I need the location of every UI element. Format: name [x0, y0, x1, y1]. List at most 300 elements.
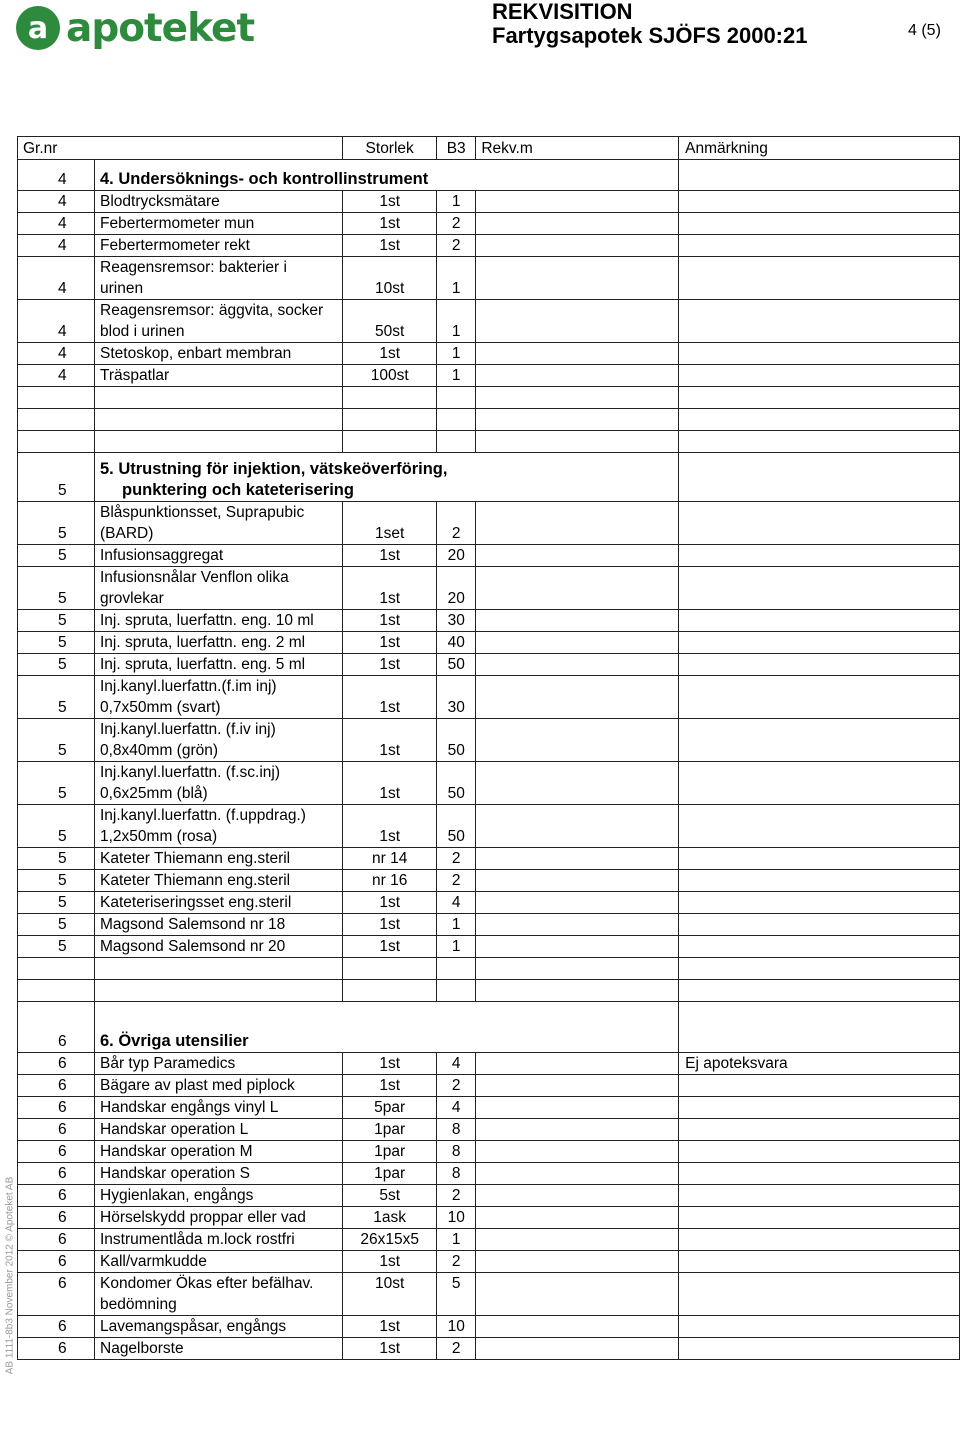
item-row	[18, 257, 960, 300]
item-b3-quantity: 1	[437, 914, 476, 936]
item-name: Hygienlakan, engångs	[95, 1185, 343, 1207]
note-cell	[679, 1002, 960, 1053]
item-b3-quantity: 20	[437, 567, 476, 610]
item-b3-quantity: 2	[437, 502, 476, 545]
group-number: 5	[18, 567, 95, 610]
item-size: 1ask	[343, 1207, 437, 1229]
item-size: 1st	[343, 805, 437, 848]
rekv-quantity-cell	[476, 235, 679, 257]
group-number: 4	[18, 257, 95, 300]
group-number: 6	[18, 1002, 95, 1053]
item-size: 1st	[343, 545, 437, 567]
empty-cell	[343, 958, 437, 980]
group-number: 4	[18, 300, 95, 343]
item-name: Träspatlar	[95, 365, 343, 387]
item-row	[18, 1273, 960, 1316]
empty-row	[18, 958, 960, 980]
item-size: 1st	[343, 610, 437, 632]
item-b3-quantity: 20	[437, 545, 476, 567]
item-size: 1st	[343, 1338, 437, 1360]
item-size: 10st	[343, 1273, 437, 1316]
item-size: 1st	[343, 1053, 437, 1075]
group-number: 6	[18, 1097, 95, 1119]
item-note	[679, 1251, 960, 1273]
item-size: 1st	[343, 235, 437, 257]
empty-row	[18, 980, 960, 1002]
item-name-line-2: bedömning	[100, 1296, 177, 1313]
item-name: Inj. spruta, luerfattn. eng. 5 ml	[95, 654, 343, 676]
item-b3-quantity: 1	[437, 257, 476, 300]
item-note	[679, 343, 960, 365]
rekv-quantity-cell	[476, 1163, 679, 1185]
rekv-quantity-cell	[476, 567, 679, 610]
item-note	[679, 848, 960, 870]
item-note	[679, 191, 960, 213]
empty-cell	[476, 958, 679, 980]
column-header-storlek: Storlek	[343, 137, 437, 160]
section-header-row	[18, 160, 960, 191]
item-name: Infusionsaggregat	[95, 545, 343, 567]
rekv-quantity-cell	[476, 1251, 679, 1273]
empty-cell	[679, 431, 960, 453]
section-title-line-2: punktering och kateterisering	[122, 481, 354, 499]
item-row	[18, 1119, 960, 1141]
document-id-note: AB 1111-8b3 November 2012 © Apoteket AB	[4, 1176, 16, 1375]
item-name	[95, 719, 343, 762]
item-name: Blodtrycksmätare	[95, 191, 343, 213]
item-note	[679, 567, 960, 610]
empty-cell	[476, 431, 679, 453]
item-size: 1st	[343, 1075, 437, 1097]
rekv-quantity-cell	[476, 365, 679, 387]
group-number: 6	[18, 1053, 95, 1075]
item-b3-quantity: 10	[437, 1316, 476, 1338]
empty-cell	[343, 980, 437, 1002]
rekv-quantity-cell	[476, 805, 679, 848]
item-b3-quantity: 1	[437, 1229, 476, 1251]
item-name	[95, 300, 343, 343]
rekv-quantity-cell	[476, 1338, 679, 1360]
item-name: Febertermometer rekt	[95, 235, 343, 257]
item-row	[18, 870, 960, 892]
item-note	[679, 1119, 960, 1141]
empty-cell	[343, 431, 437, 453]
item-name: Bägare av plast med piplock	[95, 1075, 343, 1097]
section-header-row	[18, 453, 960, 502]
item-name-line-1: Blåspunktionsset, Suprapubic	[100, 504, 305, 521]
item-size: nr 16	[343, 870, 437, 892]
item-b3-quantity: 30	[437, 610, 476, 632]
item-size: 5par	[343, 1097, 437, 1119]
rekv-quantity-cell	[476, 676, 679, 719]
column-header-b3: B3	[437, 137, 476, 160]
apoteket-logo	[16, 4, 254, 52]
item-name-line-2: 0,7x50mm (svart)	[100, 699, 221, 716]
apoteket-logo-mark: a	[16, 6, 60, 50]
item-size: 1st	[343, 632, 437, 654]
item-size: 1par	[343, 1119, 437, 1141]
item-name: Handskar operation M	[95, 1141, 343, 1163]
rekv-quantity-cell	[476, 502, 679, 545]
item-row	[18, 1251, 960, 1273]
item-name: Febertermometer mun	[95, 213, 343, 235]
item-name: Instrumentlåda m.lock rostfri	[95, 1229, 343, 1251]
item-size: 1st	[343, 567, 437, 610]
group-number: 4	[18, 160, 95, 191]
item-b3-quantity: 1	[437, 191, 476, 213]
item-note	[679, 936, 960, 958]
group-number: 4	[18, 343, 95, 365]
section-title-line: 5. Utrustning för injektion, vätskeöverföring,	[100, 460, 448, 478]
item-name	[95, 257, 343, 300]
rekv-quantity-cell	[476, 1316, 679, 1338]
rekv-quantity-cell	[476, 545, 679, 567]
item-b3-quantity: 1	[437, 343, 476, 365]
item-note	[679, 1141, 960, 1163]
item-row	[18, 914, 960, 936]
item-note	[679, 235, 960, 257]
item-name: Magsond Salemsond nr 18	[95, 914, 343, 936]
item-size: 10st	[343, 257, 437, 300]
section-header-row	[18, 1002, 960, 1053]
item-note	[679, 610, 960, 632]
empty-cell	[18, 431, 95, 453]
item-size: 1st	[343, 719, 437, 762]
rekv-quantity-cell	[476, 1075, 679, 1097]
empty-cell	[437, 958, 476, 980]
group-number: 5	[18, 453, 95, 502]
item-name-line-1: Inj.kanyl.luerfattn.(f.im inj)	[100, 678, 277, 695]
group-number: 4	[18, 213, 95, 235]
item-row	[18, 892, 960, 914]
rekv-quantity-cell	[476, 870, 679, 892]
item-size: 1st	[343, 1316, 437, 1338]
group-number: 6	[18, 1251, 95, 1273]
rekv-quantity-cell	[476, 892, 679, 914]
item-name-line-2: urinen	[100, 280, 144, 297]
group-number: 4	[18, 365, 95, 387]
item-name-line-1: Inj.kanyl.luerfattn. (f.iv inj)	[100, 721, 276, 738]
group-number: 5	[18, 654, 95, 676]
item-row	[18, 545, 960, 567]
empty-cell	[679, 980, 960, 1002]
item-name: Bår typ Paramedics	[95, 1053, 343, 1075]
group-number: 6	[18, 1185, 95, 1207]
group-number: 6	[18, 1119, 95, 1141]
item-row	[18, 191, 960, 213]
empty-cell	[679, 387, 960, 409]
item-name	[95, 1273, 343, 1316]
empty-row	[18, 387, 960, 409]
item-b3-quantity: 1	[437, 936, 476, 958]
item-note	[679, 545, 960, 567]
group-number: 6	[18, 1141, 95, 1163]
rekv-quantity-cell	[476, 1119, 679, 1141]
item-b3-quantity: 50	[437, 762, 476, 805]
item-size: 1st	[343, 654, 437, 676]
item-row	[18, 1207, 960, 1229]
item-row	[18, 1185, 960, 1207]
group-number: 6	[18, 1229, 95, 1251]
empty-cell	[437, 387, 476, 409]
item-b3-quantity: 2	[437, 870, 476, 892]
item-name: Handskar operation S	[95, 1163, 343, 1185]
item-row	[18, 343, 960, 365]
empty-cell	[343, 409, 437, 431]
rekv-quantity-cell	[476, 1053, 679, 1075]
table-header-row	[18, 137, 960, 160]
group-number: 5	[18, 914, 95, 936]
rekv-quantity-cell	[476, 848, 679, 870]
item-row	[18, 300, 960, 343]
section-title-line: 6. Övriga utensilier	[100, 1032, 249, 1050]
item-size: 1st	[343, 213, 437, 235]
item-row	[18, 719, 960, 762]
group-number: 6	[18, 1316, 95, 1338]
item-b3-quantity: 8	[437, 1119, 476, 1141]
item-size: 1st	[343, 892, 437, 914]
group-number: 6	[18, 1273, 95, 1316]
rekv-quantity-cell	[476, 191, 679, 213]
item-size: nr 14	[343, 848, 437, 870]
section-title	[95, 160, 679, 191]
item-b3-quantity: 1	[437, 365, 476, 387]
item-note	[679, 676, 960, 719]
item-note	[679, 1075, 960, 1097]
item-b3-quantity: 4	[437, 1097, 476, 1119]
item-note	[679, 632, 960, 654]
item-note	[679, 914, 960, 936]
item-note	[679, 300, 960, 343]
rekv-quantity-cell	[476, 719, 679, 762]
item-b3-quantity: 2	[437, 1251, 476, 1273]
empty-cell	[476, 387, 679, 409]
group-number: 5	[18, 762, 95, 805]
requisition-table	[17, 136, 960, 1360]
empty-row	[18, 431, 960, 453]
note-cell	[679, 453, 960, 502]
empty-cell	[679, 958, 960, 980]
item-b3-quantity: 4	[437, 1053, 476, 1075]
item-b3-quantity: 40	[437, 632, 476, 654]
group-number: 5	[18, 610, 95, 632]
section-title	[95, 1002, 679, 1053]
item-b3-quantity: 30	[437, 676, 476, 719]
rekv-quantity-cell	[476, 654, 679, 676]
item-size: 1st	[343, 914, 437, 936]
rekv-quantity-cell	[476, 914, 679, 936]
document-title	[492, 0, 807, 48]
item-row	[18, 213, 960, 235]
item-b3-quantity: 2	[437, 848, 476, 870]
section-title	[95, 453, 679, 502]
empty-cell	[476, 980, 679, 1002]
empty-cell	[95, 431, 343, 453]
item-name: Inj. spruta, luerfattn. eng. 10 ml	[95, 610, 343, 632]
group-number: 4	[18, 191, 95, 213]
empty-cell	[343, 387, 437, 409]
item-name-line-2: 0,8x40mm (grön)	[100, 742, 219, 759]
item-note	[679, 1207, 960, 1229]
item-name: Magsond Salemsond nr 20	[95, 936, 343, 958]
page-number: 4 (5)	[908, 22, 941, 39]
column-header-rekvm: Rekv.m	[476, 137, 679, 160]
rekv-quantity-cell	[476, 213, 679, 235]
item-note	[679, 892, 960, 914]
item-note	[679, 1273, 960, 1316]
item-name-line-1: Reagensremsor: äggvita, socker	[100, 302, 324, 319]
rekv-quantity-cell	[476, 1207, 679, 1229]
rekv-quantity-cell	[476, 936, 679, 958]
group-number: 4	[18, 235, 95, 257]
rekv-quantity-cell	[476, 1185, 679, 1207]
item-name: Stetoskop, enbart membran	[95, 343, 343, 365]
item-b3-quantity: 4	[437, 892, 476, 914]
group-number: 5	[18, 719, 95, 762]
item-name: Handskar operation L	[95, 1119, 343, 1141]
item-row	[18, 848, 960, 870]
item-b3-quantity: 8	[437, 1163, 476, 1185]
rekv-quantity-cell	[476, 257, 679, 300]
empty-cell	[95, 980, 343, 1002]
rekv-quantity-cell	[476, 1229, 679, 1251]
rekv-quantity-cell	[476, 1141, 679, 1163]
item-name: Kateter Thiemann eng.steril	[95, 848, 343, 870]
rekv-quantity-cell	[476, 762, 679, 805]
group-number: 6	[18, 1075, 95, 1097]
column-header-anmarkning: Anmärkning	[679, 137, 960, 160]
empty-cell	[18, 409, 95, 431]
empty-cell	[95, 409, 343, 431]
group-number: 5	[18, 805, 95, 848]
item-note	[679, 870, 960, 892]
item-note	[679, 365, 960, 387]
item-row	[18, 1316, 960, 1338]
item-b3-quantity: 2	[437, 1185, 476, 1207]
item-row	[18, 805, 960, 848]
title-line-2: Fartygsapotek SJÖFS 2000:21	[492, 23, 808, 48]
item-size: 26x15x5	[343, 1229, 437, 1251]
item-name: Handskar engångs vinyl L	[95, 1097, 343, 1119]
empty-cell	[18, 980, 95, 1002]
item-b3-quantity: 10	[437, 1207, 476, 1229]
item-size: 1st	[343, 1251, 437, 1273]
item-note: Ej apoteksvara	[679, 1053, 960, 1075]
empty-row	[18, 409, 960, 431]
group-number: 5	[18, 892, 95, 914]
empty-cell	[679, 409, 960, 431]
rekv-quantity-cell	[476, 343, 679, 365]
item-b3-quantity: 8	[437, 1141, 476, 1163]
item-note	[679, 1338, 960, 1360]
group-number: 5	[18, 870, 95, 892]
empty-cell	[95, 387, 343, 409]
item-size: 1st	[343, 191, 437, 213]
item-row	[18, 1075, 960, 1097]
item-size: 5st	[343, 1185, 437, 1207]
note-cell	[679, 160, 960, 191]
logo-text: apoteket	[66, 5, 255, 51]
item-name-line-2: 0,6x25mm (blå)	[100, 785, 208, 802]
empty-cell	[95, 958, 343, 980]
item-note	[679, 805, 960, 848]
rekv-quantity-cell	[476, 1273, 679, 1316]
item-name: Kateteriseringsset eng.steril	[95, 892, 343, 914]
item-name	[95, 567, 343, 610]
item-name-line-1: Infusionsnålar Venflon olika	[100, 569, 289, 586]
item-row	[18, 1053, 960, 1075]
empty-cell	[476, 409, 679, 431]
empty-cell	[437, 409, 476, 431]
group-number: 5	[18, 632, 95, 654]
item-b3-quantity: 2	[437, 1075, 476, 1097]
item-name-line-2: (BARD)	[100, 525, 154, 542]
item-row	[18, 502, 960, 545]
empty-cell	[18, 958, 95, 980]
item-b3-quantity: 2	[437, 213, 476, 235]
item-note	[679, 1229, 960, 1251]
item-b3-quantity: 1	[437, 300, 476, 343]
item-name: Kall/varmkudde	[95, 1251, 343, 1273]
item-size: 1st	[343, 936, 437, 958]
item-row	[18, 762, 960, 805]
item-note	[679, 1097, 960, 1119]
item-b3-quantity: 50	[437, 719, 476, 762]
item-row	[18, 567, 960, 610]
empty-cell	[437, 431, 476, 453]
rekv-quantity-cell	[476, 300, 679, 343]
item-size: 100st	[343, 365, 437, 387]
item-b3-quantity: 2	[437, 235, 476, 257]
item-size: 50st	[343, 300, 437, 343]
item-row	[18, 365, 960, 387]
item-b3-quantity: 2	[437, 1338, 476, 1360]
item-b3-quantity: 50	[437, 654, 476, 676]
rekv-quantity-cell	[476, 1097, 679, 1119]
item-note	[679, 1316, 960, 1338]
item-size: 1st	[343, 676, 437, 719]
item-b3-quantity: 50	[437, 805, 476, 848]
item-note	[679, 719, 960, 762]
item-name-line-1: Kondomer Ökas efter befälhav.	[100, 1275, 314, 1292]
item-name	[95, 805, 343, 848]
group-number: 5	[18, 848, 95, 870]
item-name	[95, 676, 343, 719]
item-row	[18, 1163, 960, 1185]
item-row	[18, 235, 960, 257]
item-name-line-2: blod i urinen	[100, 323, 185, 340]
item-row	[18, 676, 960, 719]
item-name-line-1: Inj.kanyl.luerfattn. (f.uppdrag.)	[100, 807, 306, 824]
item-name: Nagelborste	[95, 1338, 343, 1360]
item-row	[18, 654, 960, 676]
item-name-line-2: grovlekar	[100, 590, 164, 607]
rekv-quantity-cell	[476, 632, 679, 654]
item-note	[679, 762, 960, 805]
item-name: Hörselskydd proppar eller vad	[95, 1207, 343, 1229]
empty-cell	[437, 980, 476, 1002]
group-number: 5	[18, 936, 95, 958]
item-name-line-1: Inj.kanyl.luerfattn. (f.sc.inj)	[100, 764, 281, 781]
item-name-line-2: 1,2x50mm (rosa)	[100, 828, 218, 845]
group-number: 6	[18, 1163, 95, 1185]
item-row	[18, 936, 960, 958]
item-name: Lavemangspåsar, engångs	[95, 1316, 343, 1338]
rekv-quantity-cell	[476, 610, 679, 632]
item-note	[679, 257, 960, 300]
item-size: 1par	[343, 1141, 437, 1163]
item-size: 1set	[343, 502, 437, 545]
